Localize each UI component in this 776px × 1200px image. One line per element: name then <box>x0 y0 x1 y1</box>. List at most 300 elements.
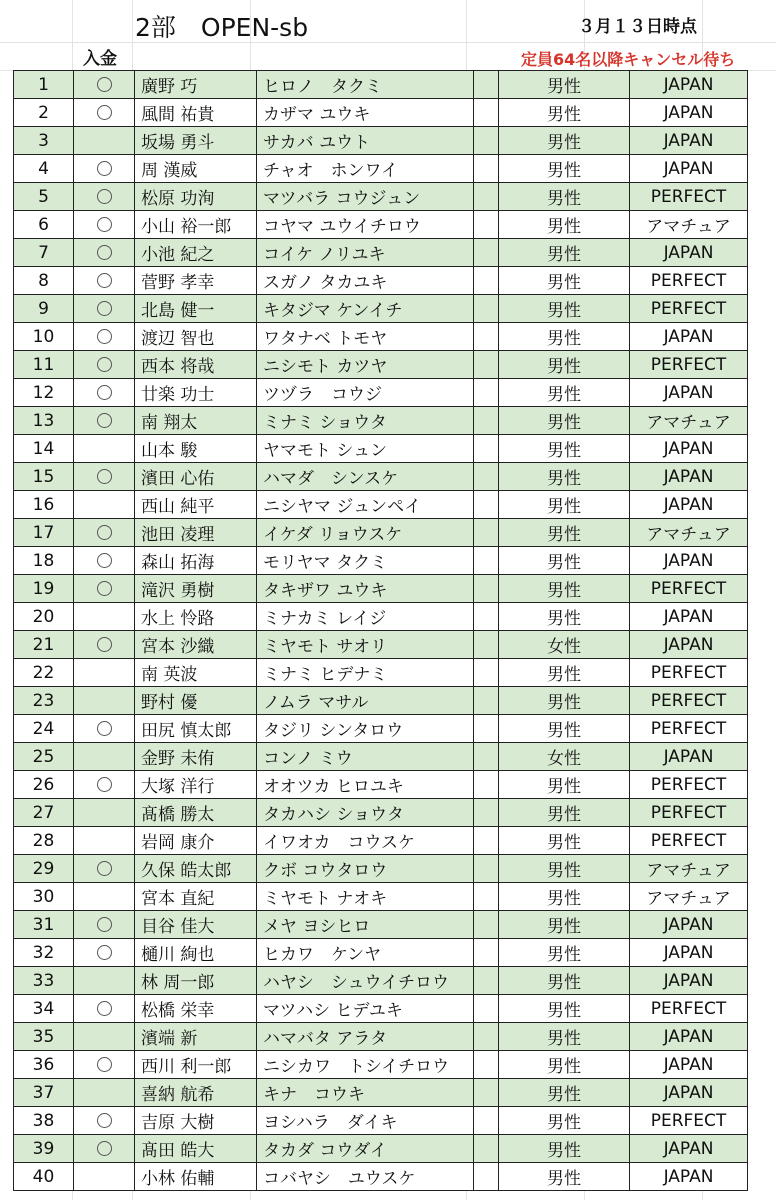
category: PERFECT <box>630 799 748 827</box>
paid-circle-icon <box>97 189 112 204</box>
gender: 男性 <box>499 407 630 435</box>
player-name: 廿楽 功士 <box>135 379 257 407</box>
category: JAPAN <box>630 939 748 967</box>
gender: 男性 <box>499 99 630 127</box>
paid-status <box>74 631 135 659</box>
category: JAPAN <box>630 1163 748 1191</box>
category: JAPAN <box>630 323 748 351</box>
row-number: 3 <box>14 127 74 155</box>
paid-circle-icon <box>97 329 112 344</box>
paid-status <box>74 183 135 211</box>
player-name: 岩岡 康介 <box>135 827 257 855</box>
paid-circle-icon <box>97 581 112 596</box>
paid-status <box>74 967 135 995</box>
empty-cell <box>474 771 499 799</box>
table-row <box>14 267 748 295</box>
row-number: 12 <box>14 379 74 407</box>
paid-status <box>74 1163 135 1191</box>
row-number: 22 <box>14 659 74 687</box>
gender: 男性 <box>499 855 630 883</box>
player-name-kana: オオツカ ヒロユキ <box>257 771 474 799</box>
empty-cell <box>474 631 499 659</box>
player-name: 池田 凌理 <box>135 519 257 547</box>
paid-status <box>74 239 135 267</box>
row-number: 39 <box>14 1135 74 1163</box>
gender: 男性 <box>499 71 630 99</box>
player-name: 西山 純平 <box>135 491 257 519</box>
empty-cell <box>474 547 499 575</box>
player-name: 濱田 心佑 <box>135 463 257 491</box>
empty-cell <box>474 1023 499 1051</box>
table-row <box>14 575 748 603</box>
paid-status <box>74 323 135 351</box>
table-row <box>14 799 748 827</box>
player-name-kana: ヤマモト シュン <box>257 435 474 463</box>
category: PERFECT <box>630 575 748 603</box>
player-name-kana: ハヤシ シュウイチロウ <box>257 967 474 995</box>
category: アマチュア <box>630 211 748 239</box>
empty-cell <box>474 71 499 99</box>
player-name-kana: マツバラ コウジュン <box>257 183 474 211</box>
row-number: 34 <box>14 995 74 1023</box>
row-number: 7 <box>14 239 74 267</box>
table-row <box>14 827 748 855</box>
gender: 男性 <box>499 827 630 855</box>
table-row <box>14 631 748 659</box>
gender: 女性 <box>499 631 630 659</box>
player-name: 髙橋 勝太 <box>135 799 257 827</box>
player-name: 松橋 栄幸 <box>135 995 257 1023</box>
gender: 男性 <box>499 435 630 463</box>
row-number: 27 <box>14 799 74 827</box>
empty-cell <box>474 827 499 855</box>
player-name-kana: タカハシ ショウタ <box>257 799 474 827</box>
category: JAPAN <box>630 1135 748 1163</box>
category: JAPAN <box>630 1051 748 1079</box>
player-name: 廣野 巧 <box>135 71 257 99</box>
empty-cell <box>474 379 499 407</box>
player-name: 小山 裕一郎 <box>135 211 257 239</box>
gender: 男性 <box>499 463 630 491</box>
row-number: 11 <box>14 351 74 379</box>
category: PERFECT <box>630 267 748 295</box>
player-name-kana: ヨシハラ ダイキ <box>257 1107 474 1135</box>
category: PERFECT <box>630 687 748 715</box>
paid-status <box>74 687 135 715</box>
capacity-note: 定員64名以降キャンセル待ち <box>521 50 736 69</box>
paid-status <box>74 267 135 295</box>
empty-cell <box>474 855 499 883</box>
table-row <box>14 239 748 267</box>
gender: 男性 <box>499 1107 630 1135</box>
gender: 男性 <box>499 1135 630 1163</box>
paid-status <box>74 491 135 519</box>
paid-circle-icon <box>97 301 112 316</box>
player-name-kana: ミヤモト サオリ <box>257 631 474 659</box>
paid-circle-icon <box>97 1113 112 1128</box>
player-name-kana: タキザワ ユウキ <box>257 575 474 603</box>
paid-status <box>74 771 135 799</box>
gender: 男性 <box>499 911 630 939</box>
empty-cell <box>474 799 499 827</box>
gender: 男性 <box>499 1163 630 1191</box>
gender: 男性 <box>499 379 630 407</box>
gender: 男性 <box>499 603 630 631</box>
gender: 男性 <box>499 351 630 379</box>
table-row <box>14 771 748 799</box>
empty-cell <box>474 127 499 155</box>
table-row <box>14 407 748 435</box>
row-number: 38 <box>14 1107 74 1135</box>
category: PERFECT <box>630 659 748 687</box>
paid-circle-icon <box>97 637 112 652</box>
row-number: 9 <box>14 295 74 323</box>
empty-cell <box>474 323 499 351</box>
paid-circle-icon <box>97 861 112 876</box>
player-name-kana: コンノ ミウ <box>257 743 474 771</box>
player-name-kana: キタジマ ケンイチ <box>257 295 474 323</box>
player-name: 周 漢威 <box>135 155 257 183</box>
gender: 男性 <box>499 155 630 183</box>
player-name-kana: クボ コウタロウ <box>257 855 474 883</box>
gender: 男性 <box>499 1051 630 1079</box>
player-name-kana: チャオ ホンワイ <box>257 155 474 183</box>
player-name-kana: ワタナベ トモヤ <box>257 323 474 351</box>
gender: 男性 <box>499 491 630 519</box>
paid-status <box>74 1107 135 1135</box>
table-row <box>14 1135 748 1163</box>
paid-status <box>74 1023 135 1051</box>
player-name-kana: ミナミ ヒデナミ <box>257 659 474 687</box>
gender: 男性 <box>499 1079 630 1107</box>
category: JAPAN <box>630 911 748 939</box>
player-name-kana: ニシモト カツヤ <box>257 351 474 379</box>
paid-status <box>74 379 135 407</box>
row-number: 8 <box>14 267 74 295</box>
player-name: 小林 佑輔 <box>135 1163 257 1191</box>
player-name: 森山 拓海 <box>135 547 257 575</box>
empty-cell <box>474 1107 499 1135</box>
paid-circle-icon <box>97 553 112 568</box>
paid-circle-icon <box>97 77 112 92</box>
player-name: 目谷 佳大 <box>135 911 257 939</box>
table-row <box>14 911 748 939</box>
empty-cell <box>474 1135 499 1163</box>
row-number: 25 <box>14 743 74 771</box>
paid-status <box>74 1079 135 1107</box>
row-number: 13 <box>14 407 74 435</box>
player-name: 久保 皓太郎 <box>135 855 257 883</box>
empty-cell <box>474 267 499 295</box>
empty-cell <box>474 239 499 267</box>
player-name: 田尻 慎太郎 <box>135 715 257 743</box>
table-row <box>14 211 748 239</box>
table-row <box>14 127 748 155</box>
category: PERFECT <box>630 715 748 743</box>
table-row <box>14 1051 748 1079</box>
paid-status <box>74 547 135 575</box>
paid-status <box>74 995 135 1023</box>
row-number: 28 <box>14 827 74 855</box>
row-number: 40 <box>14 1163 74 1191</box>
row-number: 36 <box>14 1051 74 1079</box>
player-name-kana: ハマダ シンスケ <box>257 463 474 491</box>
table-row <box>14 295 748 323</box>
player-name-kana: ヒカワ ケンヤ <box>257 939 474 967</box>
empty-cell <box>474 715 499 743</box>
category: PERFECT <box>630 771 748 799</box>
paid-status <box>74 1135 135 1163</box>
empty-cell <box>474 1163 499 1191</box>
player-name: 水上 怜路 <box>135 603 257 631</box>
paid-status <box>74 855 135 883</box>
paid-circle-icon <box>97 1057 112 1072</box>
paid-status <box>74 407 135 435</box>
paid-circle-icon <box>97 469 112 484</box>
paid-circle-icon <box>97 525 112 540</box>
category: JAPAN <box>630 603 748 631</box>
gender: 男性 <box>499 323 630 351</box>
player-name: 南 翔太 <box>135 407 257 435</box>
paid-status <box>74 743 135 771</box>
category: JAPAN <box>630 239 748 267</box>
empty-cell <box>474 99 499 127</box>
player-name-kana: ヒロノ タクミ <box>257 71 474 99</box>
category: PERFECT <box>630 995 748 1023</box>
category: JAPAN <box>630 155 748 183</box>
category: PERFECT <box>630 827 748 855</box>
player-name: 南 英波 <box>135 659 257 687</box>
row-number: 37 <box>14 1079 74 1107</box>
row-number: 24 <box>14 715 74 743</box>
player-name-kana: イワオカ コウスケ <box>257 827 474 855</box>
paid-circle-icon <box>97 385 112 400</box>
row-number: 15 <box>14 463 74 491</box>
category: JAPAN <box>630 1023 748 1051</box>
empty-cell <box>474 883 499 911</box>
row-number: 2 <box>14 99 74 127</box>
paid-status <box>74 1051 135 1079</box>
category: PERFECT <box>630 183 748 211</box>
table-row <box>14 323 748 351</box>
player-name: 喜納 航希 <box>135 1079 257 1107</box>
empty-cell <box>474 519 499 547</box>
paid-status <box>74 463 135 491</box>
player-name-kana: マツハシ ヒデユキ <box>257 995 474 1023</box>
table-row <box>14 855 748 883</box>
empty-cell <box>474 603 499 631</box>
player-name-kana: タジリ シンタロウ <box>257 715 474 743</box>
paid-circle-icon <box>97 777 112 792</box>
player-name: 北島 健一 <box>135 295 257 323</box>
category: アマチュア <box>630 883 748 911</box>
category: JAPAN <box>630 631 748 659</box>
player-name-kana: ニシヤマ ジュンペイ <box>257 491 474 519</box>
table-row <box>14 967 748 995</box>
category: JAPAN <box>630 743 748 771</box>
empty-cell <box>474 995 499 1023</box>
gender: 男性 <box>499 575 630 603</box>
empty-cell <box>474 155 499 183</box>
empty-cell <box>474 1079 499 1107</box>
table-row <box>14 99 748 127</box>
gender: 男性 <box>499 1023 630 1051</box>
paid-circle-icon <box>97 217 112 232</box>
category: JAPAN <box>630 491 748 519</box>
paid-status <box>74 71 135 99</box>
row-number: 20 <box>14 603 74 631</box>
table-row <box>14 183 748 211</box>
table-row <box>14 939 748 967</box>
empty-cell <box>474 743 499 771</box>
row-number: 5 <box>14 183 74 211</box>
player-name: 西本 将哉 <box>135 351 257 379</box>
player-name-kana: メヤ ヨシヒロ <box>257 911 474 939</box>
category: JAPAN <box>630 435 748 463</box>
player-name: 菅野 孝幸 <box>135 267 257 295</box>
player-name: 吉原 大樹 <box>135 1107 257 1135</box>
row-number: 1 <box>14 71 74 99</box>
gender: 男性 <box>499 939 630 967</box>
as-of-date: ３月１３日時点 <box>578 17 697 37</box>
row-number: 30 <box>14 883 74 911</box>
player-name-kana: サカバ ユウト <box>257 127 474 155</box>
gender: 男性 <box>499 659 630 687</box>
player-name: 宮本 直紀 <box>135 883 257 911</box>
table-row <box>14 379 748 407</box>
empty-cell <box>474 351 499 379</box>
player-name: 渡辺 智也 <box>135 323 257 351</box>
row-number: 16 <box>14 491 74 519</box>
player-name-kana: タカダ コウダイ <box>257 1135 474 1163</box>
player-name: 松原 功洵 <box>135 183 257 211</box>
gender: 男性 <box>499 183 630 211</box>
gender: 男性 <box>499 995 630 1023</box>
player-name-kana: コバヤシ ユウスケ <box>257 1163 474 1191</box>
row-number: 21 <box>14 631 74 659</box>
gender: 男性 <box>499 715 630 743</box>
table-row <box>14 435 748 463</box>
row-number: 6 <box>14 211 74 239</box>
paid-status <box>74 155 135 183</box>
category: PERFECT <box>630 1107 748 1135</box>
player-name: 髙田 皓大 <box>135 1135 257 1163</box>
player-name: 濱端 新 <box>135 1023 257 1051</box>
empty-cell <box>474 463 499 491</box>
player-name: 林 周一郎 <box>135 967 257 995</box>
player-name-kana: モリヤマ タクミ <box>257 547 474 575</box>
paid-status <box>74 99 135 127</box>
row-number: 23 <box>14 687 74 715</box>
table-row <box>14 1023 748 1051</box>
paid-circle-icon <box>97 917 112 932</box>
category: PERFECT <box>630 295 748 323</box>
category: JAPAN <box>630 463 748 491</box>
category: PERFECT <box>630 351 748 379</box>
paid-status <box>74 351 135 379</box>
table-row <box>14 687 748 715</box>
row-number: 18 <box>14 547 74 575</box>
player-name-kana: コイケ ノリユキ <box>257 239 474 267</box>
row-number: 35 <box>14 1023 74 1051</box>
category: JAPAN <box>630 379 748 407</box>
paid-status <box>74 603 135 631</box>
player-name: 樋川 絢也 <box>135 939 257 967</box>
table-row <box>14 1107 748 1135</box>
paid-column-header: 入金 <box>83 49 117 69</box>
paid-status <box>74 883 135 911</box>
table-row <box>14 603 748 631</box>
gender: 男性 <box>499 127 630 155</box>
gender: 男性 <box>499 519 630 547</box>
paid-status <box>74 799 135 827</box>
row-number: 10 <box>14 323 74 351</box>
row-number: 4 <box>14 155 74 183</box>
category: JAPAN <box>630 127 748 155</box>
player-name-kana: ハマバタ アラタ <box>257 1023 474 1051</box>
sheet-title: 2部 OPEN-sb <box>135 13 309 42</box>
empty-cell <box>474 407 499 435</box>
table-row <box>14 995 748 1023</box>
category: JAPAN <box>630 1079 748 1107</box>
paid-status <box>74 827 135 855</box>
paid-status <box>74 211 135 239</box>
gender: 男性 <box>499 799 630 827</box>
row-number: 17 <box>14 519 74 547</box>
table-row <box>14 715 748 743</box>
empty-cell <box>474 911 499 939</box>
gender: 男性 <box>499 239 630 267</box>
player-name-kana: キナ コウキ <box>257 1079 474 1107</box>
gridline <box>0 42 776 43</box>
paid-circle-icon <box>97 413 112 428</box>
paid-circle-icon <box>97 357 112 372</box>
empty-cell <box>474 939 499 967</box>
table-row <box>14 883 748 911</box>
row-number: 19 <box>14 575 74 603</box>
table-row <box>14 659 748 687</box>
paid-status <box>74 519 135 547</box>
gender: 男性 <box>499 547 630 575</box>
entry-table <box>13 70 748 1191</box>
empty-cell <box>474 1051 499 1079</box>
player-name: 金野 未侑 <box>135 743 257 771</box>
row-number: 33 <box>14 967 74 995</box>
paid-circle-icon <box>97 945 112 960</box>
player-name: 坂場 勇斗 <box>135 127 257 155</box>
player-name-kana: ニシカワ トシイチロウ <box>257 1051 474 1079</box>
player-name: 大塚 洋行 <box>135 771 257 799</box>
row-number: 31 <box>14 911 74 939</box>
row-number: 14 <box>14 435 74 463</box>
paid-status <box>74 911 135 939</box>
category: アマチュア <box>630 519 748 547</box>
paid-circle-icon <box>97 273 112 288</box>
row-number: 32 <box>14 939 74 967</box>
player-name-kana: ミナカミ レイジ <box>257 603 474 631</box>
row-number: 29 <box>14 855 74 883</box>
paid-circle-icon <box>97 1141 112 1156</box>
table-row <box>14 463 748 491</box>
paid-circle-icon <box>97 721 112 736</box>
player-name-kana: スガノ タカユキ <box>257 267 474 295</box>
table-row <box>14 519 748 547</box>
player-name: 小池 紀之 <box>135 239 257 267</box>
entry-table-body <box>14 71 748 1191</box>
player-name-kana: ツヅラ コウジ <box>257 379 474 407</box>
player-name-kana: ノムラ マサル <box>257 687 474 715</box>
gender: 男性 <box>499 295 630 323</box>
